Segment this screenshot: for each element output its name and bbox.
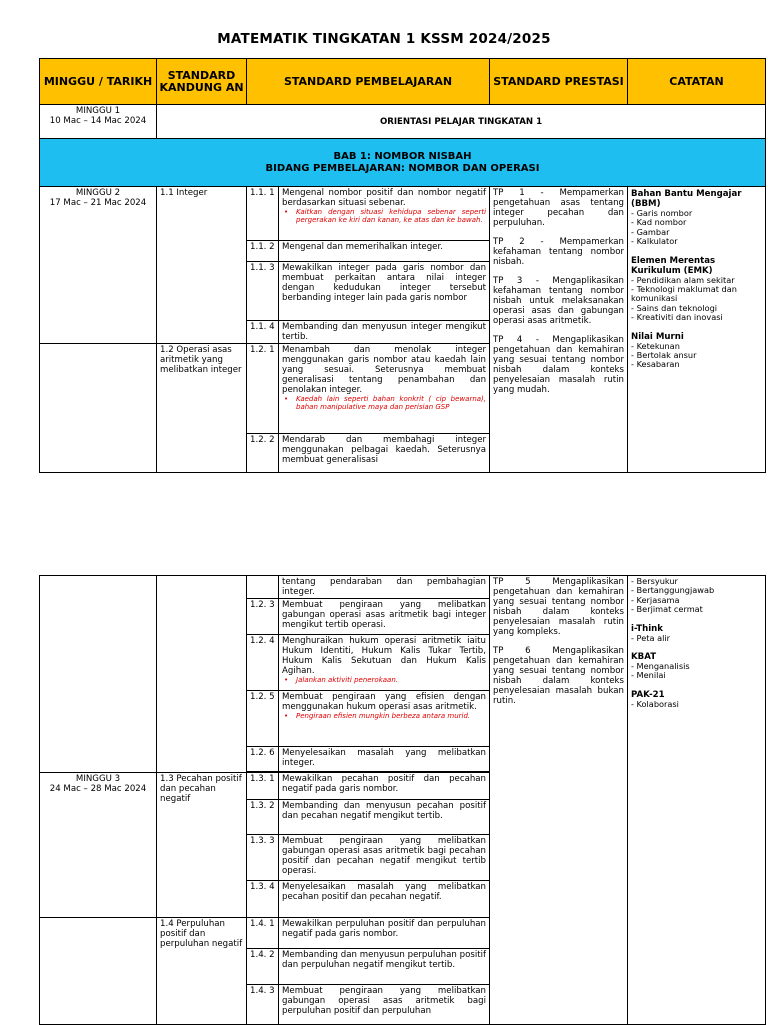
catatan-cell bbox=[628, 576, 766, 1025]
bab-title: BAB 1: NOMBOR NISBAH bbox=[333, 150, 472, 162]
sp-text: Membanding dan menyusun integer mengikut tertib. bbox=[279, 321, 490, 344]
sp-text: Membuat pengiraan yang melibatkan gabungan operasi asas aritmetik bagi perpuluhan positif dan perpuluhan bbox=[279, 985, 490, 1025]
sp-desc: Menambah dan menolak integer menggunakan garis nombor atau kaedah lain yang sesuai. Seterusnya membuat generalisasi tentang penambahan dan penolakan integer. bbox=[282, 345, 487, 395]
nilai-title: Nilai Murni bbox=[631, 331, 684, 342]
sp-text: Mewakilkan pecahan positif dan pecahan negatif pada garis nombor. bbox=[279, 773, 490, 800]
header-standard-prestasi: STANDARD PRESTASI bbox=[490, 59, 628, 105]
sp-note: • Kaedah lain seperti bahan konkrit ( cip bewarna), bahan manipulative maya dan perisian GSP bbox=[282, 395, 486, 411]
bab-row bbox=[40, 139, 766, 187]
sp-text: Mendarab dan membahagi integer menggunakan pelbagai kaedah. Seterusnya membuat generalisasi bbox=[279, 434, 490, 473]
week-date: 10 Mac – 14 Mac 2024 bbox=[49, 116, 147, 126]
week-cell-empty bbox=[40, 918, 157, 1025]
sp-code: 1.3. 4 bbox=[247, 881, 279, 918]
sk-1-2: 1.2 Operasi asas aritmetik yang melibatkan integer bbox=[157, 344, 247, 473]
sp-note: • Pengiraan efisien mungkin berbeza antara murid. bbox=[282, 712, 486, 720]
bbm-item: - Garis nombor bbox=[631, 208, 693, 218]
sp-text: Membuat pengiraan yang melibatkan gabungan operasi asas aritmetik bagi pecahan positif dan pecahan negatif mengikut tertib operasi. bbox=[279, 835, 490, 881]
sp-code: 1.1. 1 bbox=[247, 187, 279, 241]
nilai-item: - Bersyukur bbox=[631, 576, 678, 586]
bab-cell bbox=[40, 139, 766, 187]
sp-text: Mewakilkan integer pada garis nombor dan membuat perkaitan antara nilai integer dengan kedudukan integer tersebut berbanding integer lain pada garis nombor bbox=[279, 262, 490, 321]
sp-text: Membuat pengiraan yang melibatkan gabungan operasi asas aritmetik bagi integer mengikut tertib operasi. bbox=[279, 599, 490, 635]
nilai-item: - Ketekunan bbox=[631, 340, 680, 351]
sp-code: 1.2. 6 bbox=[247, 747, 279, 772]
sp-text: tentang pendaraban dan pembahagian integer. bbox=[279, 576, 490, 599]
sp-text: Mewakilkan perpuluhan positif dan perpuluhan negatif pada garis nombor. bbox=[279, 918, 490, 949]
tp-6: TP 6 Mengaplikasikan pengetahuan dan kemahiran yang sesuai tentang nombor nisbah dalam konteks penyelesaian masalah bukan rutin. bbox=[493, 646, 624, 706]
sp-code: 1.3. 1 bbox=[247, 773, 279, 800]
tp-5: TP 5 Mengaplikasikan pengetahuan dan kemahiran yang sesuai tentang nombor nisbah dalam konteks penyelesaian masalah rutin yang kompleks. bbox=[493, 577, 624, 637]
sp-code: 1.1. 3 bbox=[247, 262, 279, 321]
prestasi-cell bbox=[490, 576, 628, 1025]
sp-text: Membanding dan menyusun pecahan positif dan pecahan negatif mengikut tertib. bbox=[279, 800, 490, 835]
kbat-item: - Menganalisis bbox=[631, 661, 690, 672]
sp-desc: Mengenal nombor positif dan nombor negatif berdasarkan situasi sebenar. bbox=[282, 188, 487, 208]
nilai-item: - Kerjasama bbox=[631, 594, 680, 605]
week-label: MINGGU 1 bbox=[75, 106, 121, 116]
sp-code: 1.4. 3 bbox=[247, 985, 279, 1025]
header-row bbox=[40, 59, 766, 105]
week-date: 24 Mac – 28 Mac 2024 bbox=[49, 784, 147, 794]
week-cell-empty bbox=[40, 576, 157, 773]
kbat-item: - Menilai bbox=[631, 670, 666, 681]
sp-text: Menyelesaikan masalah yang melibatkan pecahan positif dan pecahan negatif. bbox=[279, 881, 490, 918]
sp-code: 1.2. 1 bbox=[247, 344, 279, 434]
page-title: MATEMATIK TINGKATAN 1 KSSM 2024/2025 bbox=[217, 31, 551, 47]
header-minggu: MINGGU / TARIKH bbox=[40, 59, 157, 105]
sp-code: 1.3. 3 bbox=[247, 835, 279, 881]
sp-code: 1.4. 1 bbox=[247, 918, 279, 949]
sp-text bbox=[279, 691, 490, 747]
bbm-item: - Kad nombor bbox=[631, 217, 687, 228]
week-cell bbox=[40, 105, 157, 139]
week-date: 17 Mac – 21 Mac 2024 bbox=[49, 198, 147, 208]
sk-1-1: 1.1 Integer bbox=[157, 187, 247, 344]
sp-code-empty bbox=[247, 576, 279, 599]
pak-item: - Kolaborasi bbox=[631, 698, 679, 709]
sp-code: 1.2. 2 bbox=[247, 434, 279, 473]
nilai-item: - Bertanggungjawab bbox=[631, 585, 715, 596]
week-cell-empty bbox=[40, 344, 157, 473]
sp-text bbox=[279, 344, 490, 434]
sp-text: Mengenal dan memerihalkan integer. bbox=[279, 241, 490, 262]
ithink-item: - Peta alir bbox=[631, 632, 671, 643]
bab-bidang: BIDANG PEMBELAJARAN: NOMBOR DAN OPERASI bbox=[265, 162, 540, 174]
kbat-title: KBAT bbox=[631, 652, 657, 663]
sp-text: Membanding dan menyusun perpuluhan positif dan perpuluhan negatif mengikut tertib. bbox=[279, 949, 490, 985]
sp-note: • Jalankan aktiviti penerokaan. bbox=[282, 676, 486, 684]
sp-code: 1.4. 2 bbox=[247, 949, 279, 985]
sp-code: 1.2. 5 bbox=[247, 691, 279, 747]
emk-item: - Teknologi maklumat dan komunikasi bbox=[631, 284, 737, 304]
sp-text bbox=[279, 635, 490, 691]
tp-2: TP 2 - Mempamerkan kefahaman tentang nombor nisbah. bbox=[493, 237, 625, 267]
sp-code: 1.1. 4 bbox=[247, 321, 279, 344]
emk-item: - Kreativiti dan inovasi bbox=[631, 312, 723, 323]
sp-code: 1.2. 4 bbox=[247, 635, 279, 691]
nilai-item: - Berjimat cermat bbox=[631, 604, 703, 615]
sp-desc: Membuat pengiraan yang efisien dengan menggunakan hukum operasi asas aritmetik. bbox=[282, 692, 486, 712]
prestasi-cell bbox=[490, 187, 628, 473]
sp-desc: Menghuraikan hukum operasi aritmetik iaitu Hukum Identiti, Hukum Kalis Tukar Tertib, Hukum Kalis Sekutuan dan Hukum Kalis Agihan. bbox=[282, 636, 486, 676]
bbm-item: - Gambar bbox=[631, 226, 670, 237]
sk-empty bbox=[157, 576, 247, 773]
header-standard-pembelajaran: STANDARD PEMBELAJARAN bbox=[247, 59, 490, 105]
nilai-item: - Kesabaran bbox=[631, 359, 680, 370]
ithink-title: i-Think bbox=[631, 623, 664, 634]
tp-3: TP 3 - Mengaplikasikan kefahaman tentang nombor nisbah untuk melaksanakan operasi asas dan gabungan operasi asas aritmetik. bbox=[493, 276, 625, 326]
pak-title: PAK-21 bbox=[631, 689, 665, 700]
plan-table-page-1 bbox=[39, 58, 766, 473]
sp-row bbox=[40, 576, 766, 599]
week-label: MINGGU 2 bbox=[75, 188, 121, 198]
emk-item: - Pendidikan alam sekitar bbox=[631, 274, 735, 285]
sp-row bbox=[40, 187, 766, 241]
header-catatan: CATATAN bbox=[628, 59, 766, 105]
plan-table-page-2 bbox=[39, 575, 766, 1025]
sp-code: 1.2. 3 bbox=[247, 599, 279, 635]
tp-4: TP 4 - Mengaplikasikan pengetahuan dan kemahiran yang sesuai tentang nombor nisbah dalam konteks penyelesaian masalah rutin yang mudah. bbox=[493, 335, 625, 395]
week-cell bbox=[40, 187, 157, 344]
emk-title: Elemen Merentas Kurikulum (EMK) bbox=[631, 255, 716, 276]
bbm-title: Bahan Bantu Mengajar (BBM) bbox=[631, 189, 742, 209]
nilai-item: - Bertolak ansur bbox=[631, 350, 697, 361]
sp-text: Menyelesaikan masalah yang melibatkan integer. bbox=[279, 747, 490, 772]
sp-code: 1.3. 2 bbox=[247, 800, 279, 835]
orientasi-cell: ORIENTASI PELAJAR TINGKATAN 1 bbox=[157, 105, 766, 139]
header-standard-kandungan: STANDARD KANDUNG AN bbox=[157, 59, 247, 105]
tp-1: TP 1 - Mempamerkan pengetahuan asas tentang integer pecahan dan perpuluhan. bbox=[493, 188, 625, 228]
emk-item: - Sains dan teknologi bbox=[631, 302, 718, 313]
sp-note: • Kaitkan dengan situasi kehidupa sebenar seperti pergerakan ke kiri dan kanan, ke atas dan ke bawah. bbox=[282, 208, 486, 224]
week-label: MINGGU 3 bbox=[75, 774, 121, 784]
catatan-cell bbox=[628, 187, 766, 473]
sk-1-3: 1.3 Pecahan positif dan pecahan negatif bbox=[157, 773, 247, 918]
sp-code: 1.1. 2 bbox=[247, 241, 279, 262]
week-cell bbox=[40, 773, 157, 918]
sp-text bbox=[279, 187, 490, 241]
sk-1-4: 1.4 Perpuluhan positif dan perpuluhan negatif bbox=[157, 918, 247, 1025]
bbm-item: - Kalkulator bbox=[631, 236, 678, 247]
minggu1-row bbox=[40, 105, 766, 139]
